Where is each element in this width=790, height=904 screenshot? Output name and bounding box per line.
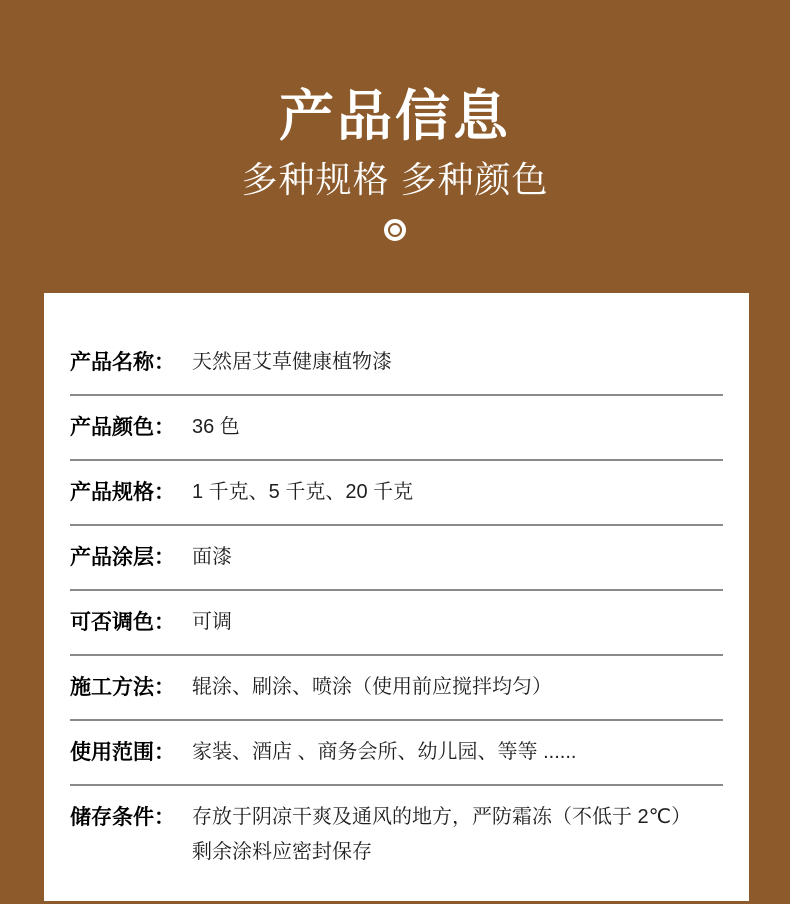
spec-row-tintable	[70, 591, 723, 656]
spec-value	[192, 806, 691, 864]
spec-row-usage-scope	[70, 721, 723, 786]
spec-label: 产品名称：	[70, 351, 175, 374]
bullseye-dot	[390, 225, 400, 235]
spec-value: 36 色	[192, 416, 240, 438]
spec-value: 家装、酒店 、商务会所、幼儿园、等等 ......	[192, 741, 577, 763]
spec-value: 辊涂、刷涂、喷涂（使用前应搅拌均匀）	[192, 676, 552, 698]
spec-value: 1 千克、5 千克、20 千克	[192, 481, 414, 503]
header	[0, 0, 790, 241]
page-title: 产品信息	[278, 85, 511, 147]
spec-label: 施工方法：	[70, 676, 175, 699]
spec-row-product-size	[70, 461, 723, 526]
bullseye-circle-icon	[384, 219, 406, 241]
spec-label: 储存条件：	[70, 806, 175, 829]
spec-row-storage-conditions	[70, 786, 723, 884]
spec-row-product-name	[70, 331, 723, 396]
spec-row-coating-type	[70, 526, 723, 591]
spec-card	[44, 293, 749, 901]
spec-label: 产品涂层：	[70, 546, 175, 569]
spec-value: 面漆	[192, 546, 232, 568]
spec-label: 可否调色：	[70, 611, 175, 634]
spec-value-line2: 剩余涂料应密封保存	[192, 841, 372, 863]
spec-row-application-method	[70, 656, 723, 721]
page-subtitle: 多种规格 多种颜色	[241, 159, 549, 200]
spec-value-line1: 存放于阴凉干爽及通风的地方，严防霜冻（不低于 2℃）	[192, 806, 692, 828]
spec-label: 产品颜色：	[70, 416, 175, 439]
spec-row-product-color	[70, 396, 723, 461]
spec-value: 天然居艾草健康植物漆	[192, 351, 392, 373]
icon-wrap	[0, 219, 790, 241]
spec-value: 可调	[192, 611, 232, 633]
spec-label: 使用范围：	[70, 741, 175, 764]
spec-label: 产品规格：	[70, 481, 175, 504]
